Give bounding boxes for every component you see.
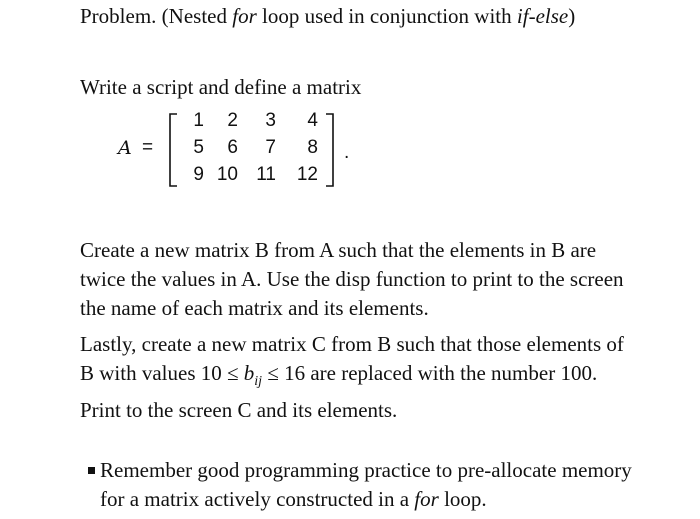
paragraph3-text-pre: Lastly, create a new matrix C from B such that those elements of B with values 10 ≤ [80, 332, 624, 385]
title-text-mid: loop used in conjunction with [256, 4, 517, 28]
matrix-cell: 3 [265, 110, 276, 131]
matrix-period: . [344, 142, 350, 163]
matrix-cell: 12 [296, 164, 318, 185]
paragraph-create-b: Create a new matrix B from A such that the elements in B are twice the values in A. Use the disp function to print to the screen the name of each matrix and its elements. [80, 238, 624, 320]
matrix-cell: 5 [193, 137, 204, 158]
matrix-cell: 8 [307, 137, 318, 158]
paragraph3-text-post: ≤ 16 are replaced with the number 100. Print to the screen C and its elements. [80, 361, 598, 423]
problem-title [80, 2, 640, 31]
matrix-cell: 9 [193, 164, 204, 185]
matrix-cell: 1 [193, 110, 204, 131]
matrix-cell: 11 [256, 164, 276, 185]
math-subscript-ij: ij [254, 374, 263, 390]
equals-sign: = [142, 137, 154, 158]
matrix-cell: 4 [307, 110, 318, 131]
matrix-cell: 6 [227, 137, 238, 158]
title-if-else-keyword: if-else [516, 4, 569, 28]
matrix-cell: 10 [216, 164, 238, 185]
title-text-post: ) [568, 4, 576, 28]
title-text-pre: Problem. (Nested [80, 4, 233, 28]
matrix-name: A [118, 137, 132, 159]
matrix-cell: 7 [265, 137, 276, 158]
square-bullet-icon [88, 467, 95, 474]
right-bracket [324, 112, 336, 188]
bullet-text [100, 456, 640, 514]
bullet-for-keyword: for [414, 487, 439, 511]
paragraph-create-c [80, 330, 640, 425]
bullet-text-pre: Remember good programming practice to pre-allocate memory for a matrix actively constructed in a [100, 458, 632, 511]
intro-text: Write a script and define a matrix [80, 75, 362, 99]
math-variable-b: b [243, 361, 255, 385]
bullet-text-post: loop. [438, 487, 487, 511]
matrix-equation [118, 110, 368, 190]
title-for-keyword: for [232, 4, 257, 28]
matrix-cell: 2 [227, 110, 238, 131]
